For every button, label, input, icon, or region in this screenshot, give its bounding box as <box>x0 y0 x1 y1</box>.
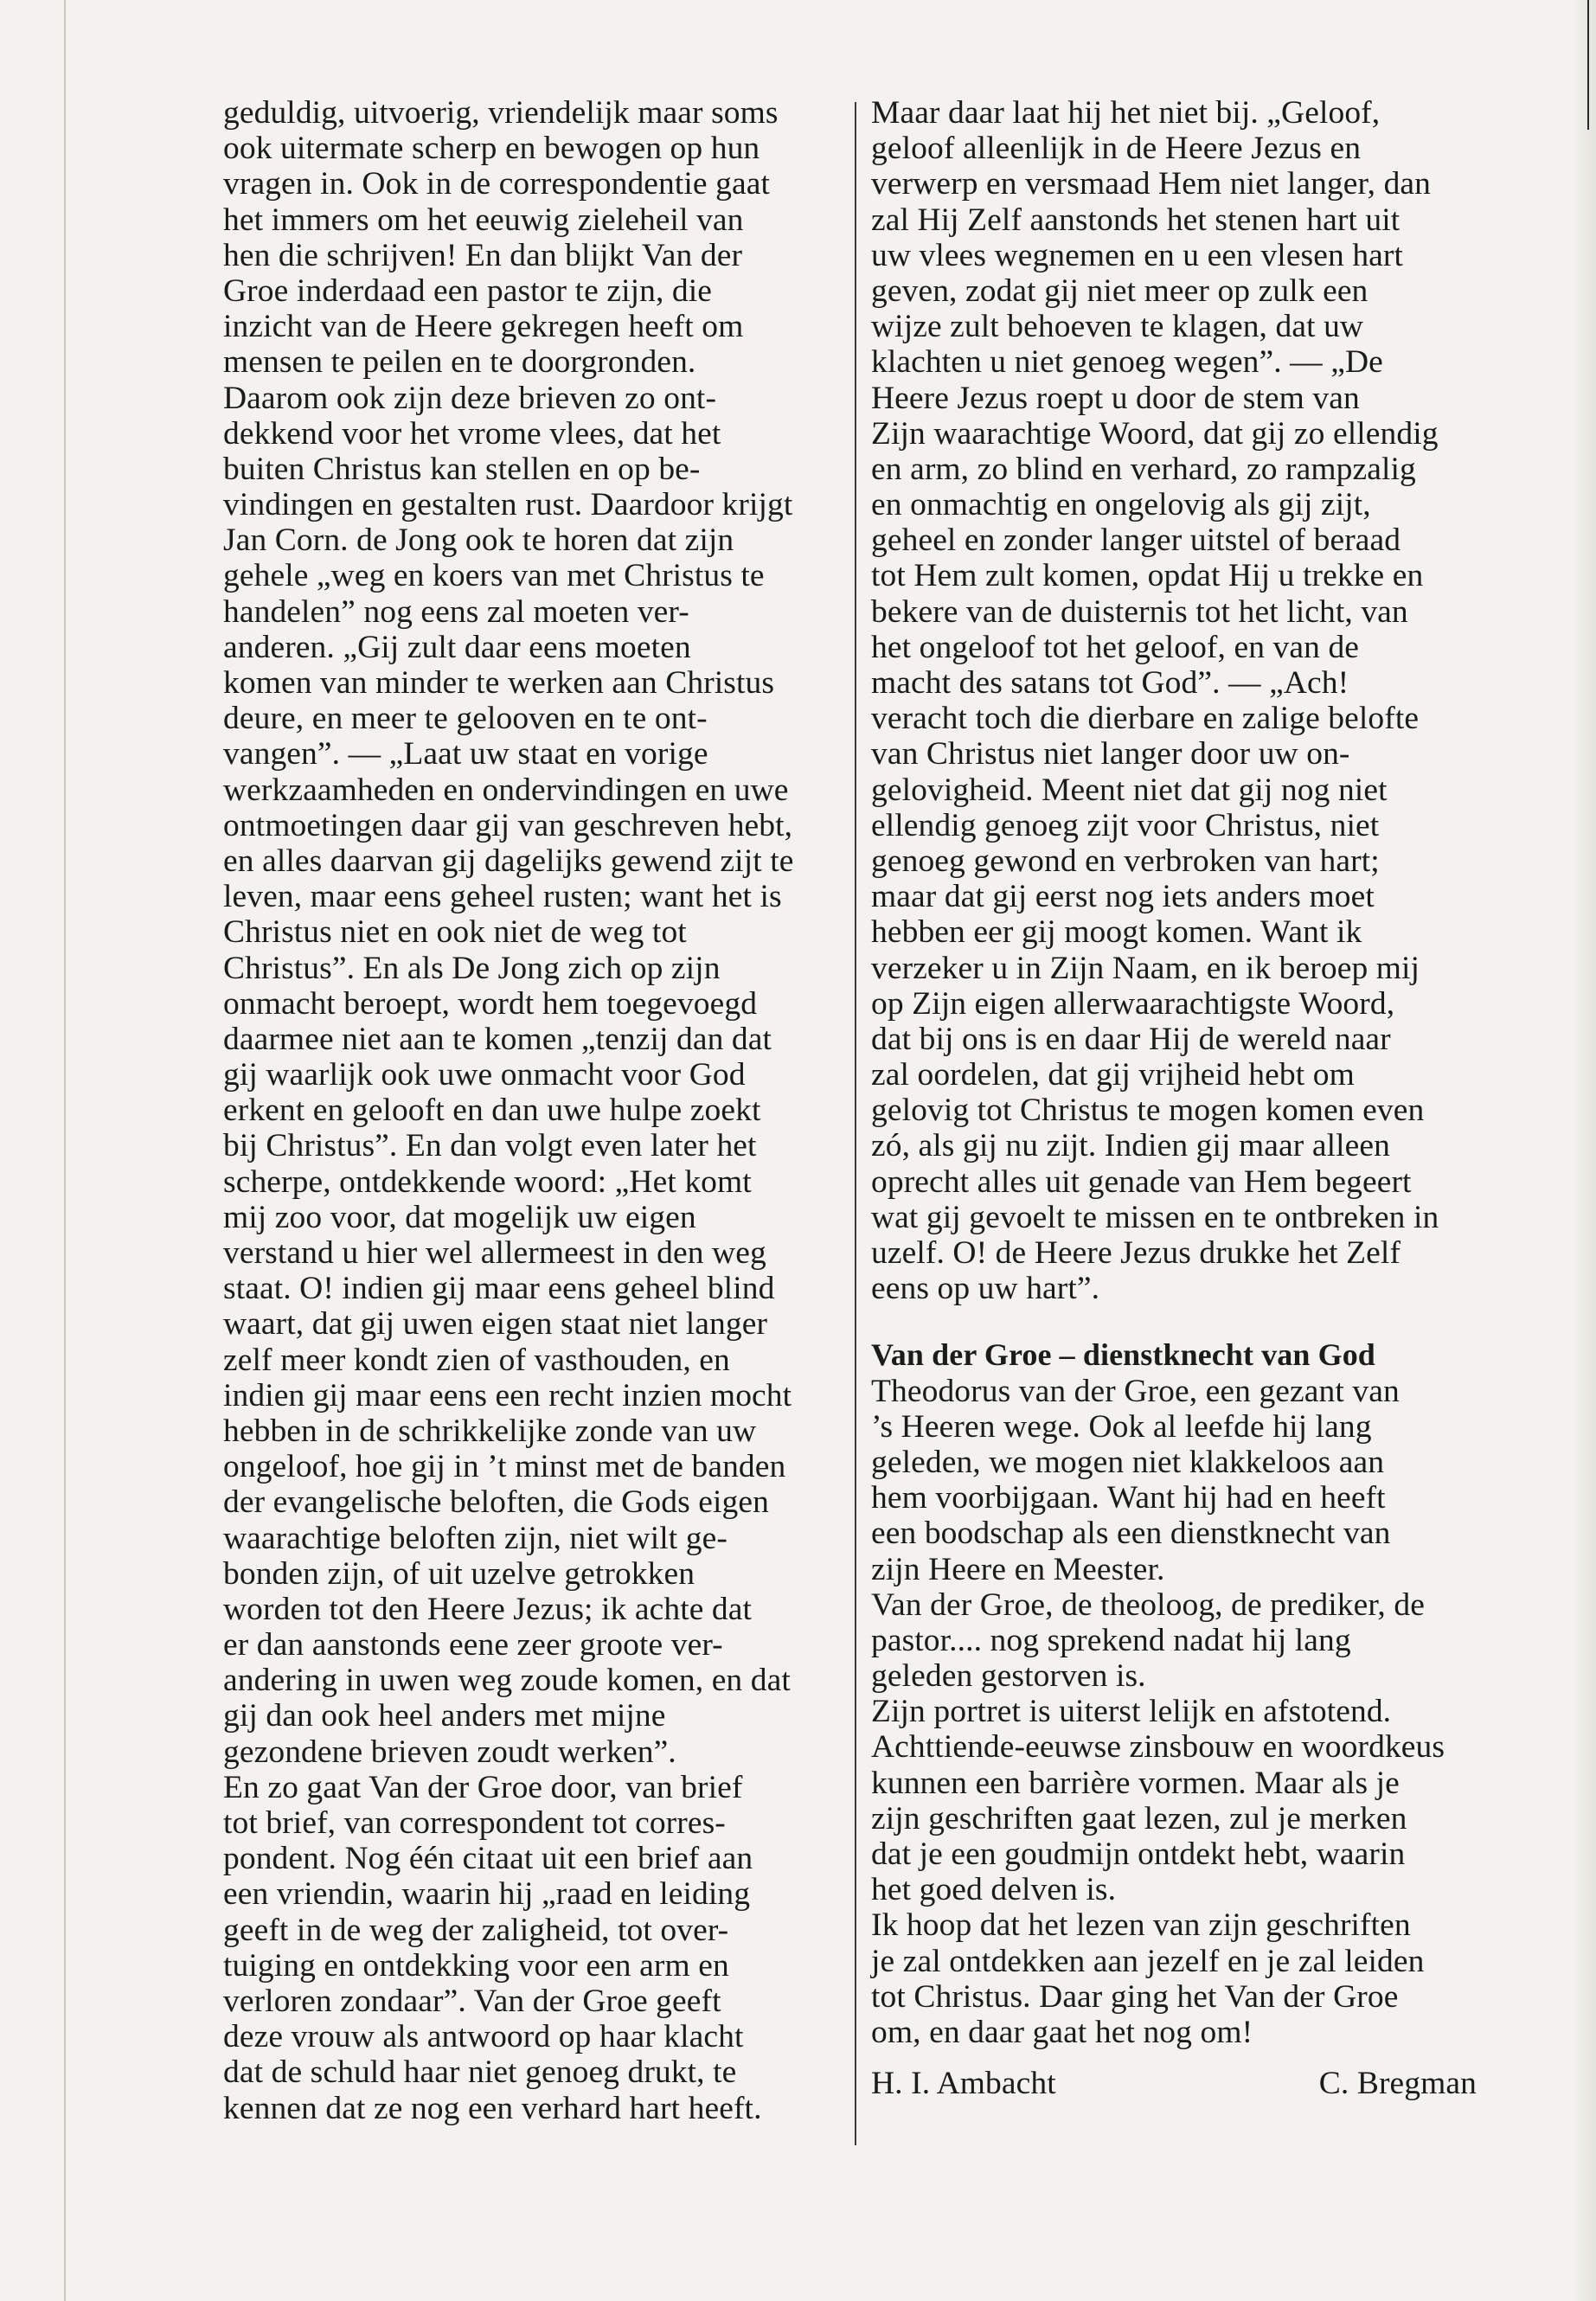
text-line: andering in uwen weg zoude komen, en dat <box>223 1663 791 1699</box>
text-line: geeft in de weg der zaligheid, tot over- <box>223 1912 729 1948</box>
text-line: mensen te peilen en te doorgronden. <box>223 344 696 381</box>
text-line: Jan Corn. de Jong ook te horen dat zijn <box>223 522 734 559</box>
text-line: leven, maar eens geheel rusten; want het is <box>223 879 782 915</box>
text-line: gelovig tot Christus te mogen komen even <box>871 1093 1425 1129</box>
column-divider <box>855 102 856 2145</box>
text-line: uw vlees wegnemen en u een vlesen hart <box>871 237 1404 273</box>
text-line: het goed delven is. <box>871 1872 1117 1908</box>
text-line: geleden, we mogen niet klakkeloos aan <box>871 1444 1385 1480</box>
text-line: zal oordelen, dat gij vrijheid hebt om <box>871 1057 1355 1093</box>
text-line: gezondene brieven zoudt werken”. <box>223 1734 676 1770</box>
text-line: op Zijn eigen allerwaarachtigste Woord, <box>871 985 1395 1022</box>
text-line: werkzaamheden en ondervindingen en uwe <box>223 772 789 808</box>
text-line: en onmachtig en ongelovig als gij zijt, <box>871 487 1371 523</box>
text-line: hebben in de schrikkelijke zonde van uw <box>223 1413 757 1449</box>
text-line: er dan aanstonds eene zeer groote ver- <box>223 1627 723 1663</box>
text-line: Maar daar laat hij het niet bij. „Geloof, <box>871 95 1381 131</box>
signature-author: C. Bregman <box>1318 2066 1477 2102</box>
scan-margin-line <box>64 0 66 2301</box>
text-line: Groe inderdaad een pastor te zijn, die <box>223 272 713 309</box>
text-line: Daarom ook zijn deze brieven zo ont- <box>223 380 717 416</box>
text-line: inzicht van de Heere gekregen heeft om <box>223 309 744 345</box>
text-line: van Christus niet langer door uw on- <box>871 736 1350 772</box>
text-line: gij dan ook heel anders met mijne <box>223 1698 666 1734</box>
text-line: vangen”. — „Laat uw staat en vorige <box>223 736 708 772</box>
text-line: dat je een goudmijn ontdekt hebt, waarin <box>871 1836 1406 1872</box>
text-line: tot Christus. Daar ging het Van der Groe <box>871 1978 1399 2015</box>
text-line: hen die schrijven! En dan blijkt Van der <box>223 237 743 273</box>
text-line: verzeker u in Zijn Naam, en ik beroep mij <box>871 950 1420 986</box>
text-line: verstand u hier wel allermeest in den weg <box>223 1235 766 1271</box>
text-line: bekere van de duisternis tot het licht, van <box>871 593 1408 630</box>
text-line: ook uitermate scherp en bewogen op hun <box>223 131 760 167</box>
text-line: gehele „weg en koers van met Christus te <box>223 558 765 594</box>
text-line: wijze zult behoeven te klagen, dat uw <box>871 309 1364 345</box>
text-line: daarmee niet aan te komen „tenzij dan dat <box>223 1021 772 1057</box>
text-line: staat. O! indien gij maar eens geheel blind <box>223 1271 775 1307</box>
text-line: tot brief, van correspondent tot corres- <box>223 1805 726 1841</box>
text-line: kunnen een barrière vormen. Maar als je <box>871 1765 1400 1801</box>
text-line: geloof alleenlijk in de Heere Jezus en <box>871 131 1362 167</box>
text-line: worden tot den Heere Jezus; ik achte dat <box>223 1591 753 1627</box>
text-line: pastor.... nog sprekend nadat hij lang <box>871 1622 1351 1658</box>
right-column-bottom-text <box>871 1374 1485 2051</box>
section-gap <box>871 1306 1485 1337</box>
text-line: veracht toch die dierbare en zalige belofte <box>871 701 1420 737</box>
page-edge-shadow <box>1587 0 1589 130</box>
text-line: zijn Heere en Meester. <box>871 1551 1165 1587</box>
text-line: Ik hoop dat het lezen van zijn geschriften <box>871 1907 1411 1944</box>
text-line: onmacht beroept, wordt hem toegevoegd <box>223 985 758 1022</box>
text-line: bij Christus”. En dan volgt even later het <box>223 1128 757 1164</box>
text-line: Van der Groe, de theoloog, de prediker, de <box>871 1586 1425 1623</box>
text-line: Christus”. En als De Jong zich op zijn <box>223 950 721 986</box>
text-line: dekkend voor het vrome vlees, dat het <box>223 415 721 452</box>
text-line: geven, zodat gij niet meer op zulk een <box>871 272 1368 309</box>
text-line: waarachtige beloften zijn, niet wilt ge- <box>223 1520 727 1556</box>
text-line: zal Hij Zelf aanstonds het stenen hart uit <box>871 202 1401 238</box>
text-line: eens op uw hart”. <box>871 1271 1100 1307</box>
text-line: hebben eer gij moogt komen. Want ik <box>871 914 1362 951</box>
text-line: Zijn portret is uiterst lelijk en afstotend. <box>871 1694 1392 1730</box>
text-line: mij zoo voor, dat mogelijk uw eigen <box>223 1199 696 1235</box>
text-line: vindingen en gestalten rust. Daardoor krijgt <box>223 487 793 523</box>
text-line: maar dat gij eerst nog iets anders moet <box>871 879 1375 915</box>
text-line: ongeloof, hoe gij in ’t minst met de banden <box>223 1449 786 1485</box>
text-line: handelen” nog eens zal moeten ver- <box>223 593 689 630</box>
text-line: Achttiende-eeuwse zinsbouw en woordkeus <box>871 1729 1445 1766</box>
text-line: geduldig, uitvoerig, vriendelijk maar soms <box>223 95 779 131</box>
text-line: Christus niet en ook niet de weg tot <box>223 914 687 951</box>
text-line: macht des satans tot God”. — „Ach! <box>871 665 1349 701</box>
text-line: zijn geschriften gaat lezen, zul je merken <box>871 1800 1407 1836</box>
text-line: geheel en zonder langer uitstel of beraad <box>871 522 1401 559</box>
text-line: der evangelische beloften, die Gods eigen <box>223 1484 769 1521</box>
signatures <box>871 2066 1485 2101</box>
text-line: uzelf. O! de Heere Jezus drukke het Zelf <box>871 1235 1401 1271</box>
text-line: erkent en gelooft en dan uwe hulpe zoekt <box>223 1093 761 1129</box>
text-line: ontmoetingen daar gij van geschreven hebt, <box>223 807 793 843</box>
text-line: Zijn waarachtige Woord, dat gij zo ellendig <box>871 415 1439 452</box>
text-line: je zal ontdekken aan jezelf en je zal leiden <box>871 1943 1425 1979</box>
right-column <box>871 95 1485 2101</box>
text-line: hem voorbijgaan. Want hij had en heeft <box>871 1480 1386 1516</box>
text-line: vragen in. Ook in de correspondentie gaat <box>223 166 771 202</box>
section-heading: Van der Groe – dienstknecht van God <box>871 1337 1375 1373</box>
text-line: kennen dat ze nog een verhard hart heeft. <box>223 2090 762 2126</box>
text-line: ’s Heeren wege. Ook al leefde hij lang <box>871 1408 1372 1445</box>
text-line: wat gij gevoelt te missen en te ontbreken in <box>871 1199 1439 1235</box>
text-line: dat de schuld haar niet genoeg drukt, te <box>223 2054 737 2091</box>
text-line: genoeg gewond en verbroken van hart; <box>871 843 1380 879</box>
page-edge <box>1572 0 1596 2301</box>
text-line: zó, als gij nu zijt. Indien gij maar alleen <box>871 1128 1390 1164</box>
left-column <box>223 95 848 2126</box>
text-line: tot Hem zult komen, opdat Hij u trekke en <box>871 558 1424 594</box>
text-line: ellendig genoeg zijt voor Christus, niet <box>871 807 1380 843</box>
text-line: verwerp en versmaad Hem niet langer, dan <box>871 166 1432 202</box>
text-line: en alles daarvan gij dagelijks gewend zijt te <box>223 843 794 879</box>
text-line: waart, dat gij uwen eigen staat niet langer <box>223 1306 768 1343</box>
text-line: een boodschap als een dienstknecht van <box>871 1516 1391 1552</box>
text-line: geleden gestorven is. <box>871 1658 1146 1695</box>
text-line: pondent. Nog één citaat uit een brief aan <box>223 1841 753 1877</box>
text-line: oprecht alles uit genade van Hem begeert <box>871 1163 1412 1200</box>
right-column-top-text <box>871 95 1485 1306</box>
text-line: dat bij ons is en daar Hij de wereld naar <box>871 1021 1391 1057</box>
text-line: verloren zondaar”. Van der Groe geeft <box>223 1983 721 2019</box>
text-line: het immers om het eeuwig zieleheil van <box>223 202 744 238</box>
text-line: gij waarlijk ook uwe onmacht voor God <box>223 1057 746 1093</box>
text-line: Theodorus van der Groe, een gezant van <box>871 1373 1400 1409</box>
text-line: buiten Christus kan stellen en op be- <box>223 451 701 487</box>
text-line: een vriendin, waarin hij „raad en leiding <box>223 1876 751 1913</box>
text-line: bonden zijn, of uit uzelve getrokken <box>223 1555 695 1592</box>
text-line: anderen. „Gij zult daar eens moeten <box>223 629 691 665</box>
text-line: het ongeloof tot het geloof, en van de <box>871 629 1360 665</box>
text-line: deure, en meer te gelooven en te ont- <box>223 701 708 737</box>
text-line: om, en daar gaat het nog om! <box>871 2014 1253 2050</box>
text-line: en arm, zo blind en verhard, zo rampzalig <box>871 451 1416 487</box>
text-line: scherpe, ontdekkende woord: „Het komt <box>223 1163 752 1200</box>
text-line: deze vrouw als antwoord op haar klacht <box>223 2019 744 2055</box>
text-line: Heere Jezus roept u door de stem van <box>871 380 1360 416</box>
text-line: zelf meer kondt zien of vasthouden, en <box>223 1342 730 1378</box>
text-line: komen van minder te werken aan Christus <box>223 665 775 701</box>
text-line: En zo gaat Van der Groe door, van brief <box>223 1769 743 1805</box>
text-line: indien gij maar eens een recht inzien mocht <box>223 1377 792 1413</box>
signature-place: H. I. Ambacht <box>871 2066 1056 2102</box>
text-line: tuiging en ontdekking voor een arm en <box>223 1947 729 1984</box>
text-line: klachten u niet genoeg wegen”. — „De <box>871 344 1383 381</box>
text-line: gelovigheid. Meent niet dat gij nog niet <box>871 772 1388 808</box>
